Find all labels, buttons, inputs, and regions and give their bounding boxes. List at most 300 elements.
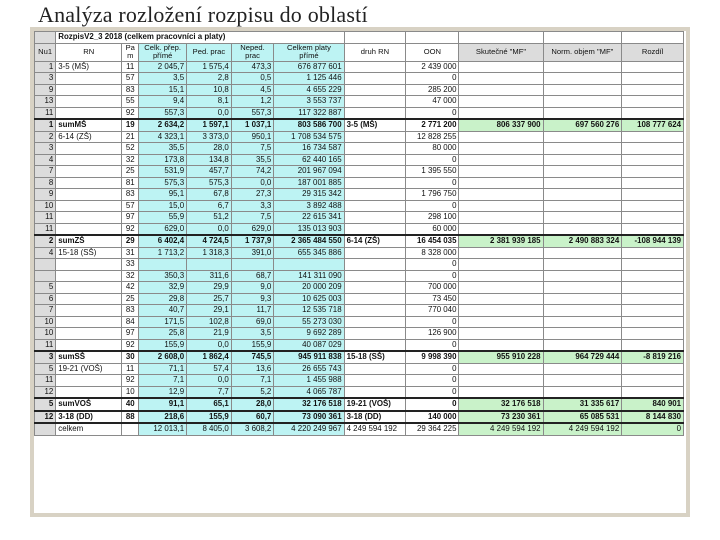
cell-norm-objem-mf[interactable] — [543, 223, 622, 235]
cell-neped-prac[interactable]: 557,3 — [231, 107, 274, 119]
cell-row-num[interactable] — [35, 423, 56, 435]
cell-druh-rn[interactable] — [344, 282, 406, 294]
cell-neped-prac[interactable]: 629,0 — [231, 223, 274, 235]
cell-neped-prac[interactable]: 69,0 — [231, 316, 274, 328]
cell-ped-prac[interactable]: 8 405,0 — [187, 423, 232, 435]
cell-druh-rn[interactable] — [344, 73, 406, 85]
cell-platy-prime[interactable]: 135 013 903 — [274, 223, 344, 235]
cell-row-num[interactable]: 12 — [35, 386, 56, 398]
cell-ped-prac[interactable]: 155,9 — [187, 411, 232, 424]
cell-norm-objem-mf[interactable]: 4 249 594 192 — [543, 423, 622, 435]
cell-rozdil[interactable] — [622, 189, 684, 201]
cell-rozdil[interactable] — [622, 154, 684, 166]
cell-pam[interactable] — [122, 423, 139, 435]
cell-neped-prac[interactable]: 11,7 — [231, 305, 274, 317]
cell-row-num[interactable] — [35, 259, 56, 271]
cell-platy-prime[interactable]: 803 586 700 — [274, 119, 344, 131]
cell-row-num[interactable]: 12 — [35, 411, 56, 424]
cell-norm-objem-mf[interactable] — [543, 363, 622, 375]
cell-rn[interactable] — [56, 293, 122, 305]
cell-platy-prime[interactable]: 26 655 743 — [274, 363, 344, 375]
cell-oon[interactable]: 0 — [406, 363, 459, 375]
cell-norm-objem-mf[interactable] — [543, 386, 622, 398]
cell-row-num[interactable]: 13 — [35, 96, 56, 108]
cell-neped-prac[interactable]: 1,2 — [231, 96, 274, 108]
cell-norm-objem-mf[interactable] — [543, 189, 622, 201]
cell-oon[interactable]: 0 — [406, 177, 459, 189]
cell-oon[interactable]: 12 828 255 — [406, 131, 459, 143]
cell-oon[interactable]: 0 — [406, 73, 459, 85]
cell-platy-prime[interactable]: 20 000 209 — [274, 282, 344, 294]
cell-oon[interactable]: 1 395 550 — [406, 166, 459, 178]
cell-rozdil[interactable] — [622, 212, 684, 224]
cell-celk-prep[interactable]: 173,8 — [139, 154, 187, 166]
cell-oon[interactable]: 0 — [406, 398, 459, 411]
cell-neped-prac[interactable]: 9,0 — [231, 282, 274, 294]
cell-skutecne-mf[interactable]: 73 230 361 — [459, 411, 543, 424]
cell-pam[interactable]: 57 — [122, 73, 139, 85]
cell-row-num[interactable]: 8 — [35, 177, 56, 189]
cell-druh-rn[interactable]: 15-18 (SŠ) — [344, 351, 406, 363]
cell-druh-rn[interactable] — [344, 305, 406, 317]
cell-ped-prac[interactable]: 8,1 — [187, 96, 232, 108]
cell-druh-rn[interactable] — [344, 386, 406, 398]
cell-oon[interactable]: 0 — [406, 259, 459, 271]
cell-celk-prep[interactable]: 25,8 — [139, 328, 187, 340]
cell-oon[interactable]: 0 — [406, 270, 459, 282]
cell-ped-prac[interactable]: 1 318,3 — [187, 247, 232, 259]
cell-pam[interactable]: 83 — [122, 84, 139, 96]
cell-row-num[interactable]: 11 — [35, 212, 56, 224]
cell-rn[interactable]: 3-5 (MŠ) — [56, 61, 122, 73]
cell-celk-prep[interactable]: 171,5 — [139, 316, 187, 328]
cell-platy-prime[interactable]: 10 625 003 — [274, 293, 344, 305]
cell-rn[interactable] — [56, 107, 122, 119]
cell-platy-prime[interactable]: 40 087 029 — [274, 339, 344, 351]
cell-rn[interactable] — [56, 259, 122, 271]
cell-rozdil[interactable]: 8 144 830 — [622, 411, 684, 424]
cell-skutecne-mf[interactable] — [459, 316, 543, 328]
cell-neped-prac[interactable] — [231, 259, 274, 271]
cell-platy-prime[interactable]: 201 967 094 — [274, 166, 344, 178]
cell-celk-prep[interactable]: 55,9 — [139, 212, 187, 224]
cell-druh-rn[interactable]: 3-5 (MŠ) — [344, 119, 406, 131]
cell-platy-prime[interactable]: 141 311 090 — [274, 270, 344, 282]
cell-oon[interactable]: 140 000 — [406, 411, 459, 424]
cell-platy-prime[interactable]: 62 440 165 — [274, 154, 344, 166]
cell-skutecne-mf[interactable] — [459, 107, 543, 119]
cell-ped-prac[interactable]: 10,8 — [187, 84, 232, 96]
cell-rn[interactable] — [56, 166, 122, 178]
cell-celk-prep[interactable]: 6 402,4 — [139, 235, 187, 247]
cell-oon[interactable]: 126 900 — [406, 328, 459, 340]
cell-pam[interactable]: 92 — [122, 223, 139, 235]
cell-norm-objem-mf[interactable] — [543, 270, 622, 282]
cell-skutecne-mf[interactable]: 806 337 900 — [459, 119, 543, 131]
cell-skutecne-mf[interactable] — [459, 154, 543, 166]
cell-row-num[interactable]: 3 — [35, 143, 56, 155]
cell-druh-rn[interactable]: 3-18 (DD) — [344, 411, 406, 424]
cell-ped-prac[interactable]: 67,8 — [187, 189, 232, 201]
cell-neped-prac[interactable]: 74,2 — [231, 166, 274, 178]
cell-rozdil[interactable] — [622, 107, 684, 119]
cell-neped-prac[interactable]: 473,3 — [231, 61, 274, 73]
cell-row-num[interactable]: 3 — [35, 73, 56, 85]
cell-celk-prep[interactable]: 2 634,2 — [139, 119, 187, 131]
cell-rn[interactable]: sumZŠ — [56, 235, 122, 247]
cell-skutecne-mf[interactable] — [459, 200, 543, 212]
cell-rozdil[interactable] — [622, 247, 684, 259]
cell-neped-prac[interactable]: 9,3 — [231, 293, 274, 305]
cell-neped-prac[interactable]: 0,5 — [231, 73, 274, 85]
cell-skutecne-mf[interactable] — [459, 177, 543, 189]
cell-skutecne-mf[interactable] — [459, 223, 543, 235]
cell-pam[interactable]: 92 — [122, 375, 139, 387]
cell-ped-prac[interactable]: 3 373,0 — [187, 131, 232, 143]
cell-platy-prime[interactable]: 117 322 887 — [274, 107, 344, 119]
cell-druh-rn[interactable] — [344, 316, 406, 328]
cell-druh-rn[interactable] — [344, 177, 406, 189]
cell-platy-prime[interactable]: 3 892 488 — [274, 200, 344, 212]
cell-druh-rn[interactable]: 4 249 594 192 — [344, 423, 406, 435]
cell-row-num[interactable]: 6 — [35, 293, 56, 305]
cell-row-num[interactable]: 7 — [35, 305, 56, 317]
cell-skutecne-mf[interactable] — [459, 375, 543, 387]
cell-ped-prac[interactable]: 134,8 — [187, 154, 232, 166]
cell-row-num[interactable]: 10 — [35, 316, 56, 328]
cell-celk-prep[interactable]: 531,9 — [139, 166, 187, 178]
cell-rozdil[interactable] — [622, 223, 684, 235]
cell-skutecne-mf[interactable] — [459, 386, 543, 398]
cell-rn[interactable] — [56, 270, 122, 282]
cell-ped-prac[interactable]: 1 597,1 — [187, 119, 232, 131]
cell-pam[interactable]: 84 — [122, 316, 139, 328]
cell-row-num[interactable]: 11 — [35, 339, 56, 351]
cell-ped-prac[interactable]: 21,9 — [187, 328, 232, 340]
cell-norm-objem-mf[interactable] — [543, 282, 622, 294]
cell-platy-prime[interactable]: 945 911 838 — [274, 351, 344, 363]
cell-rn[interactable] — [56, 73, 122, 85]
cell-row-num[interactable] — [35, 270, 56, 282]
cell-rozdil[interactable]: -8 819 216 — [622, 351, 684, 363]
cell-skutecne-mf[interactable] — [459, 96, 543, 108]
cell-celk-prep[interactable]: 155,9 — [139, 339, 187, 351]
cell-rn[interactable]: celkem — [56, 423, 122, 435]
cell-norm-objem-mf[interactable] — [543, 154, 622, 166]
cell-celk-prep[interactable]: 1 713,2 — [139, 247, 187, 259]
cell-rn[interactable]: 3-18 (DD) — [56, 411, 122, 424]
cell-neped-prac[interactable]: 7,5 — [231, 212, 274, 224]
cell-skutecne-mf[interactable] — [459, 282, 543, 294]
cell-rozdil[interactable]: 108 777 624 — [622, 119, 684, 131]
cell-row-num[interactable]: 5 — [35, 363, 56, 375]
cell-pam[interactable]: 52 — [122, 143, 139, 155]
cell-neped-prac[interactable]: 7,5 — [231, 143, 274, 155]
cell-rozdil[interactable] — [622, 84, 684, 96]
cell-druh-rn[interactable] — [344, 200, 406, 212]
cell-neped-prac[interactable]: 60,7 — [231, 411, 274, 424]
cell-ped-prac[interactable]: 29,9 — [187, 282, 232, 294]
cell-ped-prac[interactable]: 102,8 — [187, 316, 232, 328]
cell-platy-prime[interactable]: 9 692 289 — [274, 328, 344, 340]
cell-platy-prime[interactable]: 12 535 718 — [274, 305, 344, 317]
cell-rozdil[interactable] — [622, 61, 684, 73]
cell-celk-prep[interactable]: 12 013,1 — [139, 423, 187, 435]
cell-neped-prac[interactable]: 1 737,9 — [231, 235, 274, 247]
cell-platy-prime[interactable]: 676 877 601 — [274, 61, 344, 73]
cell-platy-prime[interactable]: 1 455 988 — [274, 375, 344, 387]
cell-ped-prac[interactable]: 65,1 — [187, 398, 232, 411]
cell-skutecne-mf[interactable]: 32 176 518 — [459, 398, 543, 411]
cell-druh-rn[interactable] — [344, 363, 406, 375]
cell-celk-prep[interactable]: 218,6 — [139, 411, 187, 424]
cell-rozdil[interactable] — [622, 143, 684, 155]
cell-druh-rn[interactable] — [344, 293, 406, 305]
cell-norm-objem-mf[interactable]: 31 335 617 — [543, 398, 622, 411]
cell-pam[interactable]: 97 — [122, 212, 139, 224]
cell-oon[interactable]: 2 439 000 — [406, 61, 459, 73]
cell-ped-prac[interactable]: 1 862,4 — [187, 351, 232, 363]
cell-rozdil[interactable] — [622, 386, 684, 398]
cell-platy-prime[interactable] — [274, 259, 344, 271]
cell-celk-prep[interactable]: 2 608,0 — [139, 351, 187, 363]
cell-rozdil[interactable] — [622, 131, 684, 143]
cell-norm-objem-mf[interactable] — [543, 305, 622, 317]
cell-ped-prac[interactable]: 57,4 — [187, 363, 232, 375]
cell-pam[interactable]: 92 — [122, 107, 139, 119]
cell-platy-prime[interactable]: 655 345 886 — [274, 247, 344, 259]
cell-platy-prime[interactable]: 4 655 229 — [274, 84, 344, 96]
cell-neped-prac[interactable]: 3,3 — [231, 200, 274, 212]
cell-celk-prep[interactable]: 557,3 — [139, 107, 187, 119]
cell-celk-prep[interactable]: 40,7 — [139, 305, 187, 317]
cell-rn[interactable]: sumSŠ — [56, 351, 122, 363]
cell-oon[interactable]: 80 000 — [406, 143, 459, 155]
cell-row-num[interactable]: 5 — [35, 282, 56, 294]
cell-rozdil[interactable] — [622, 282, 684, 294]
cell-platy-prime[interactable]: 2 365 484 550 — [274, 235, 344, 247]
cell-celk-prep[interactable]: 35,5 — [139, 143, 187, 155]
cell-pam[interactable]: 32 — [122, 154, 139, 166]
cell-rn[interactable] — [56, 200, 122, 212]
cell-druh-rn[interactable] — [344, 143, 406, 155]
cell-skutecne-mf[interactable] — [459, 143, 543, 155]
cell-celk-prep[interactable] — [139, 259, 187, 271]
cell-neped-prac[interactable]: 3,5 — [231, 328, 274, 340]
cell-rn[interactable]: sumMŠ — [56, 119, 122, 131]
cell-pam[interactable]: 11 — [122, 61, 139, 73]
cell-ped-prac[interactable]: 457,7 — [187, 166, 232, 178]
cell-celk-prep[interactable]: 12,9 — [139, 386, 187, 398]
cell-ped-prac[interactable]: 311,6 — [187, 270, 232, 282]
cell-norm-objem-mf[interactable] — [543, 166, 622, 178]
cell-row-num[interactable]: 4 — [35, 247, 56, 259]
cell-pam[interactable]: 92 — [122, 339, 139, 351]
cell-oon[interactable]: 73 450 — [406, 293, 459, 305]
cell-neped-prac[interactable]: 28,0 — [231, 398, 274, 411]
cell-celk-prep[interactable]: 15,1 — [139, 84, 187, 96]
cell-pam[interactable]: 81 — [122, 177, 139, 189]
cell-skutecne-mf[interactable] — [459, 212, 543, 224]
cell-druh-rn[interactable] — [344, 61, 406, 73]
cell-neped-prac[interactable]: 68,7 — [231, 270, 274, 282]
cell-ped-prac[interactable]: 25,7 — [187, 293, 232, 305]
cell-pam[interactable]: 19 — [122, 119, 139, 131]
cell-platy-prime[interactable]: 187 001 885 — [274, 177, 344, 189]
cell-rozdil[interactable]: 0 — [622, 423, 684, 435]
cell-oon[interactable]: 2 771 200 — [406, 119, 459, 131]
cell-druh-rn[interactable] — [344, 96, 406, 108]
cell-pam[interactable]: 97 — [122, 328, 139, 340]
cell-celk-prep[interactable]: 7,1 — [139, 375, 187, 387]
cell-druh-rn[interactable] — [344, 223, 406, 235]
cell-celk-prep[interactable]: 3,5 — [139, 73, 187, 85]
cell-pam[interactable]: 11 — [122, 363, 139, 375]
cell-rozdil[interactable] — [622, 316, 684, 328]
cell-oon[interactable]: 16 454 035 — [406, 235, 459, 247]
cell-neped-prac[interactable]: 5,2 — [231, 386, 274, 398]
cell-rn[interactable] — [56, 223, 122, 235]
cell-norm-objem-mf[interactable] — [543, 73, 622, 85]
cell-oon[interactable]: 47 000 — [406, 96, 459, 108]
cell-druh-rn[interactable] — [344, 166, 406, 178]
cell-rn[interactable] — [56, 143, 122, 155]
cell-row-num[interactable]: 2 — [35, 131, 56, 143]
cell-platy-prime[interactable]: 3 553 737 — [274, 96, 344, 108]
cell-norm-objem-mf[interactable] — [543, 247, 622, 259]
cell-rozdil[interactable] — [622, 293, 684, 305]
cell-row-num[interactable]: 1 — [35, 61, 56, 73]
cell-rn[interactable]: 15-18 (SŠ) — [56, 247, 122, 259]
cell-oon[interactable]: 60 000 — [406, 223, 459, 235]
cell-pam[interactable]: 42 — [122, 282, 139, 294]
cell-platy-prime[interactable]: 22 615 341 — [274, 212, 344, 224]
cell-pam[interactable]: 32 — [122, 270, 139, 282]
cell-oon[interactable]: 0 — [406, 200, 459, 212]
cell-neped-prac[interactable]: 745,5 — [231, 351, 274, 363]
cell-rn[interactable] — [56, 305, 122, 317]
cell-row-num[interactable]: 2 — [35, 235, 56, 247]
cell-celk-prep[interactable]: 71,1 — [139, 363, 187, 375]
cell-celk-prep[interactable]: 629,0 — [139, 223, 187, 235]
cell-ped-prac[interactable]: 29,1 — [187, 305, 232, 317]
cell-pam[interactable]: 25 — [122, 293, 139, 305]
cell-ped-prac[interactable]: 0,0 — [187, 223, 232, 235]
cell-platy-prime[interactable]: 29 315 342 — [274, 189, 344, 201]
cell-skutecne-mf[interactable] — [459, 339, 543, 351]
cell-norm-objem-mf[interactable]: 65 085 531 — [543, 411, 622, 424]
cell-druh-rn[interactable] — [344, 84, 406, 96]
cell-norm-objem-mf[interactable] — [543, 96, 622, 108]
cell-oon[interactable]: 0 — [406, 375, 459, 387]
cell-druh-rn[interactable]: 19-21 (VOŠ) — [344, 398, 406, 411]
cell-neped-prac[interactable]: 0,0 — [231, 177, 274, 189]
cell-ped-prac[interactable]: 6,7 — [187, 200, 232, 212]
cell-rn[interactable] — [56, 375, 122, 387]
cell-norm-objem-mf[interactable]: 2 490 883 324 — [543, 235, 622, 247]
cell-pam[interactable]: 83 — [122, 305, 139, 317]
cell-celk-prep[interactable]: 4 323,1 — [139, 131, 187, 143]
cell-pam[interactable]: 83 — [122, 189, 139, 201]
cell-rozdil[interactable] — [622, 375, 684, 387]
cell-ped-prac[interactable]: 7,7 — [187, 386, 232, 398]
cell-rozdil[interactable]: 840 901 — [622, 398, 684, 411]
cell-skutecne-mf[interactable] — [459, 84, 543, 96]
cell-skutecne-mf[interactable] — [459, 73, 543, 85]
cell-skutecne-mf[interactable] — [459, 247, 543, 259]
cell-druh-rn[interactable] — [344, 375, 406, 387]
cell-pam[interactable]: 25 — [122, 166, 139, 178]
cell-platy-prime[interactable]: 55 273 030 — [274, 316, 344, 328]
cell-druh-rn[interactable] — [344, 212, 406, 224]
cell-norm-objem-mf[interactable] — [543, 316, 622, 328]
cell-oon[interactable]: 9 998 390 — [406, 351, 459, 363]
cell-pam[interactable]: 40 — [122, 398, 139, 411]
cell-norm-objem-mf[interactable] — [543, 375, 622, 387]
cell-norm-objem-mf[interactable] — [543, 143, 622, 155]
cell-rozdil[interactable] — [622, 363, 684, 375]
cell-druh-rn[interactable] — [344, 270, 406, 282]
cell-celk-prep[interactable]: 2 045,7 — [139, 61, 187, 73]
cell-pam[interactable]: 30 — [122, 351, 139, 363]
cell-row-num[interactable]: 1 — [35, 119, 56, 131]
cell-norm-objem-mf[interactable] — [543, 131, 622, 143]
cell-skutecne-mf[interactable]: 955 910 228 — [459, 351, 543, 363]
cell-oon[interactable]: 8 328 000 — [406, 247, 459, 259]
cell-rn[interactable]: 6-14 (ZŠ) — [56, 131, 122, 143]
cell-neped-prac[interactable]: 391,0 — [231, 247, 274, 259]
cell-norm-objem-mf[interactable] — [543, 339, 622, 351]
cell-celk-prep[interactable]: 29,8 — [139, 293, 187, 305]
cell-celk-prep[interactable]: 15,0 — [139, 200, 187, 212]
cell-pam[interactable]: 29 — [122, 235, 139, 247]
cell-skutecne-mf[interactable] — [459, 328, 543, 340]
cell-rn[interactable] — [56, 154, 122, 166]
cell-skutecne-mf[interactable] — [459, 305, 543, 317]
cell-rn[interactable] — [56, 189, 122, 201]
cell-ped-prac[interactable]: 0,0 — [187, 375, 232, 387]
cell-ped-prac[interactable]: 4 724,5 — [187, 235, 232, 247]
cell-druh-rn[interactable] — [344, 189, 406, 201]
cell-druh-rn[interactable] — [344, 107, 406, 119]
cell-neped-prac[interactable]: 4,5 — [231, 84, 274, 96]
cell-row-num[interactable]: 10 — [35, 200, 56, 212]
cell-rn[interactable] — [56, 386, 122, 398]
cell-pam[interactable]: 10 — [122, 386, 139, 398]
cell-norm-objem-mf[interactable] — [543, 84, 622, 96]
cell-norm-objem-mf[interactable]: 964 729 444 — [543, 351, 622, 363]
cell-platy-prime[interactable]: 32 176 518 — [274, 398, 344, 411]
cell-druh-rn[interactable] — [344, 154, 406, 166]
cell-rn[interactable] — [56, 177, 122, 189]
cell-norm-objem-mf[interactable] — [543, 61, 622, 73]
cell-celk-prep[interactable]: 32,9 — [139, 282, 187, 294]
cell-row-num[interactable]: 4 — [35, 154, 56, 166]
cell-skutecne-mf[interactable] — [459, 166, 543, 178]
cell-rn[interactable] — [56, 316, 122, 328]
cell-oon[interactable]: 0 — [406, 316, 459, 328]
cell-skutecne-mf[interactable] — [459, 189, 543, 201]
cell-rozdil[interactable] — [622, 328, 684, 340]
cell-neped-prac[interactable]: 35,5 — [231, 154, 274, 166]
cell-druh-rn[interactable] — [344, 247, 406, 259]
cell-oon[interactable]: 0 — [406, 107, 459, 119]
cell-platy-prime[interactable]: 1 708 534 575 — [274, 131, 344, 143]
cell-rozdil[interactable] — [622, 200, 684, 212]
cell-norm-objem-mf[interactable] — [543, 328, 622, 340]
cell-platy-prime[interactable]: 4 065 787 — [274, 386, 344, 398]
cell-druh-rn[interactable] — [344, 328, 406, 340]
